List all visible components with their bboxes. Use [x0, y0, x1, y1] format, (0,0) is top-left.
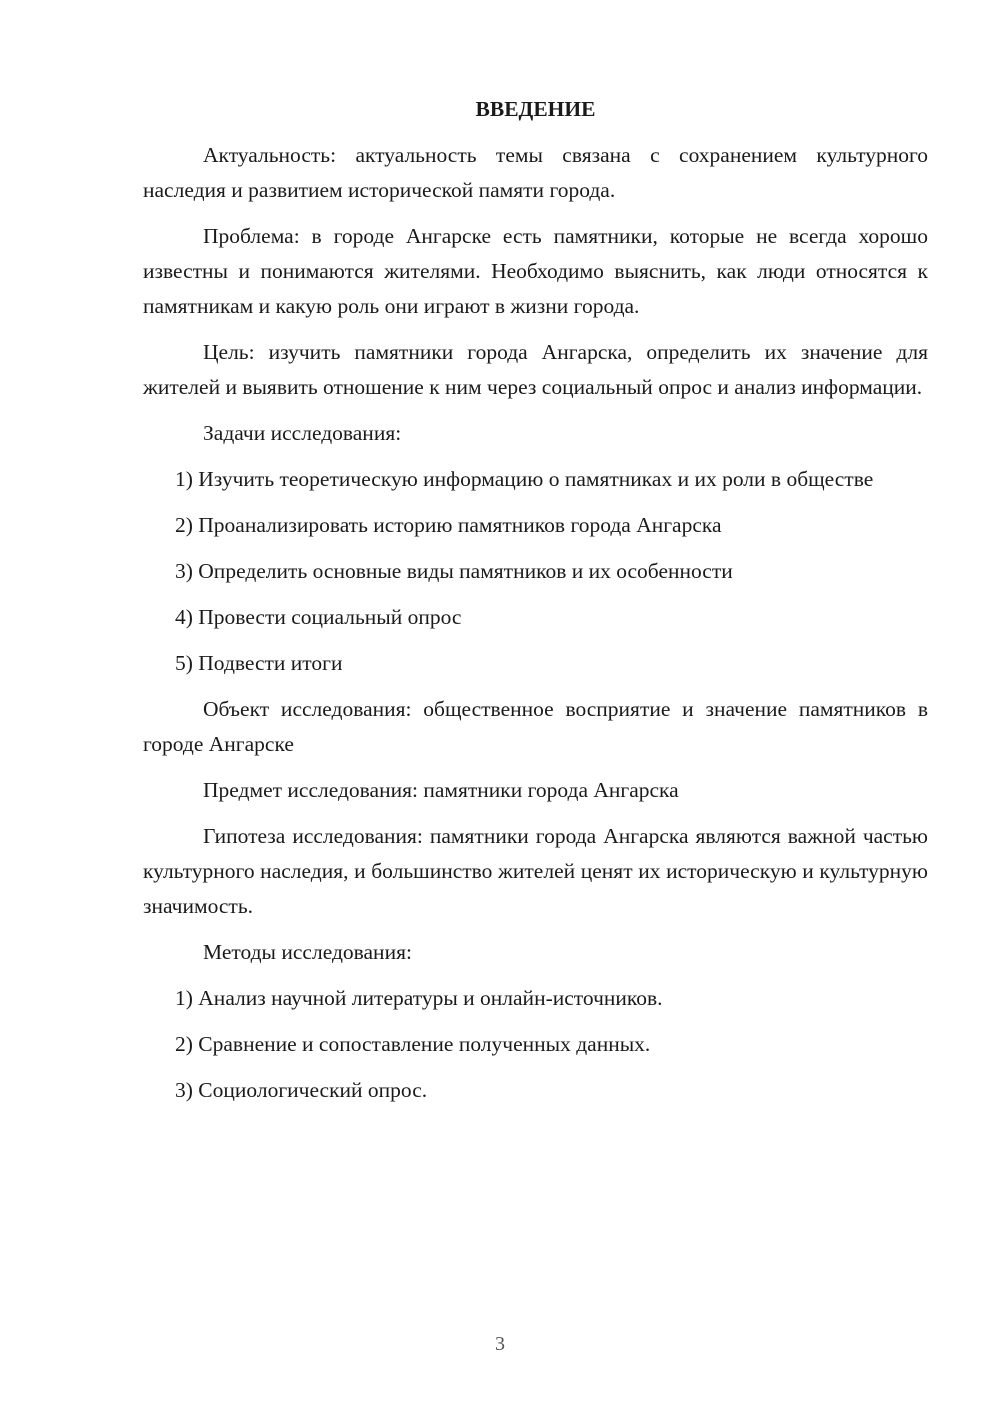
page-number: 3: [495, 1333, 505, 1355]
subject-paragraph: Предмет исследования: памятники города Ангарска: [203, 778, 679, 802]
method-item-2: 2) Сравнение и сопоставление полученных данных.: [175, 1032, 651, 1056]
section-title: ВВЕДЕНИЕ: [475, 97, 596, 121]
task-item-4: 4) Провести социальный опрос: [175, 605, 462, 629]
goal-paragraph: Цель: изучить памятники города Ангарска, определить их значение для жителей и выявить отношение к ним через социальный опрос и анализ информации.: [143, 340, 928, 399]
tasks-heading: Задачи исследования:: [203, 421, 402, 445]
document-page: [143, 92, 928, 1119]
task-item-1: 1) Изучить теоретическую информацию о памятниках и их роли в обществе: [175, 467, 874, 491]
task-item-5: 5) Подвести итоги: [175, 651, 343, 675]
task-item-2: 2) Проанализировать историю памятников города Ангарска: [175, 513, 722, 537]
methods-heading: Методы исследования:: [203, 940, 412, 964]
problem-paragraph: Проблема: в городе Ангарске есть памятники, которые не всегда хорошо известны и понимаются жителями. Необходимо выяснить, как люди относятся к памятникам и какую роль они играют в жизни города.: [143, 224, 928, 318]
relevance-paragraph: Актуальность: актуальность темы связана с сохранением культурного наследия и развитием исторической памяти города.: [143, 143, 928, 202]
hypothesis-paragraph: Гипотеза исследования: памятники города Ангарска являются важной частью культурного наследия, и большинство жителей ценят их историческую и культурную значимость.: [143, 824, 928, 918]
method-item-1: 1) Анализ научной литературы и онлайн-источников.: [175, 986, 663, 1010]
task-item-3: 3) Определить основные виды памятников и их особенности: [175, 559, 733, 583]
method-item-3: 3) Социологический опрос.: [175, 1078, 428, 1102]
object-paragraph: Объект исследования: общественное восприятие и значение памятников в городе Ангарске: [143, 697, 928, 756]
